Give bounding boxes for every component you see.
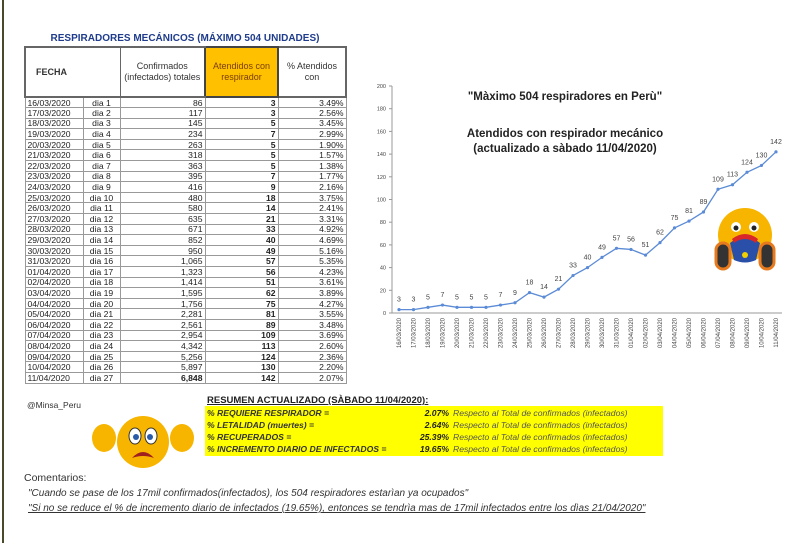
percent-cell: 1.77%	[278, 171, 346, 182]
data-label: 14	[540, 284, 548, 292]
ventilated-cell: 9	[205, 182, 278, 193]
x-tick-label: 08/04/2020	[730, 318, 737, 349]
y-tick-label: 0	[382, 311, 386, 317]
x-tick-label: 27/03/2020	[556, 318, 563, 349]
x-tick-label: 09/04/2020	[745, 318, 751, 349]
x-tick-label: 29/03/2020	[585, 318, 592, 349]
summary-value: 19.65%	[419, 444, 449, 454]
date-cell: 25/03/2020	[25, 192, 83, 203]
data-point	[499, 303, 502, 306]
percent-cell: 3.55%	[278, 309, 346, 320]
summary-note: Respecto al Total de confirmados (infectados)	[453, 408, 628, 418]
percent-cell: 4.23%	[278, 267, 346, 278]
data-point	[644, 254, 647, 257]
confirmed-cell: 950	[120, 245, 205, 256]
percent-cell: 4.92%	[278, 224, 346, 235]
day-cell: dia 17	[83, 267, 120, 278]
day-cell: dia 10	[83, 192, 120, 203]
data-point	[716, 188, 719, 191]
day-cell: dia 1	[83, 97, 120, 108]
x-tick-label: 20/03/2020	[455, 318, 461, 349]
y-tick-label: 120	[376, 174, 386, 181]
ventilated-cell: 18	[205, 192, 278, 203]
date-cell: 28/03/2020	[25, 224, 83, 235]
data-point	[745, 171, 748, 174]
summary-row	[207, 419, 661, 431]
data-label: 130	[755, 152, 768, 160]
date-cell: 09/04/2020	[25, 351, 83, 362]
data-point	[731, 183, 734, 186]
day-cell: dia 18	[83, 277, 120, 288]
confirmed-cell: 1,756	[120, 298, 205, 309]
x-tick-label: 30/03/2020	[600, 318, 606, 349]
header-confirmados: Confirmados (infectados) totales	[120, 47, 205, 97]
date-cell: 10/04/2020	[25, 362, 83, 373]
confirmed-cell: 318	[120, 150, 205, 161]
day-cell: dia 14	[83, 235, 120, 246]
confirmed-cell: 1,414	[120, 277, 205, 288]
data-label: 3	[397, 296, 401, 304]
percent-cell: 2.41%	[278, 203, 346, 214]
day-cell: dia 26	[83, 362, 120, 373]
x-tick-label: 04/04/2020	[672, 318, 679, 349]
table-row	[25, 161, 346, 172]
data-point	[412, 308, 415, 311]
date-cell: 19/03/2020	[25, 129, 83, 140]
data-point	[687, 219, 690, 222]
date-cell: 23/03/2020	[25, 171, 83, 182]
table-row	[25, 362, 346, 373]
data-label: 7	[498, 292, 503, 300]
summary-value: 2.07%	[424, 408, 449, 418]
date-cell: 17/03/2020	[25, 108, 83, 119]
data-point	[658, 241, 661, 244]
day-cell: dia 6	[83, 150, 120, 161]
data-point	[673, 226, 676, 229]
table-row	[25, 118, 346, 129]
table-row	[25, 288, 346, 299]
date-cell: 24/03/2020	[25, 182, 83, 193]
percent-cell: 2.20%	[278, 362, 346, 373]
header-atendidos: Atendidos con respirador	[205, 47, 278, 97]
ventilated-cell: 81	[205, 309, 278, 320]
data-label: 142	[770, 138, 782, 146]
day-cell: dia 22	[83, 319, 120, 330]
ventilated-cell: 5	[205, 139, 278, 150]
confirmed-cell: 480	[120, 192, 205, 203]
table-row	[25, 97, 346, 108]
data-label: 21	[554, 276, 563, 284]
day-cell: dia 5	[83, 139, 120, 150]
ventilated-cell: 89	[205, 319, 278, 330]
data-label: 113	[726, 171, 739, 179]
ventilated-cell: 5	[205, 150, 278, 161]
data-label: 75	[670, 214, 679, 222]
summary-row	[207, 431, 661, 443]
data-point	[615, 247, 618, 250]
percent-cell: 3.48%	[278, 319, 346, 330]
y-tick-label: 140	[376, 152, 386, 159]
data-point	[760, 164, 763, 167]
x-tick-label: 10/04/2020	[759, 318, 766, 349]
data-point	[528, 291, 531, 294]
x-tick-label: 31/03/2020	[614, 318, 621, 349]
day-cell: dia 16	[83, 256, 120, 267]
date-cell: 08/04/2020	[25, 341, 83, 352]
ventilated-cell: 7	[205, 171, 278, 182]
data-point	[702, 210, 705, 213]
confirmed-cell: 4,342	[120, 341, 205, 352]
date-cell: 26/03/2020	[25, 203, 83, 214]
ventilated-cell: 21	[205, 214, 278, 225]
day-cell: dia 19	[83, 288, 120, 299]
x-tick-label: 03/04/2020	[658, 318, 664, 349]
data-label: 9	[513, 289, 517, 297]
data-label: 40	[583, 254, 592, 262]
gas-mask-emoji-icon	[712, 205, 778, 275]
data-point	[455, 306, 458, 309]
table-row	[25, 277, 346, 288]
ventilated-cell: 5	[205, 118, 278, 129]
day-cell: dia 21	[83, 309, 120, 320]
summary-label: % RECUPERADOS =	[207, 432, 292, 442]
ventilated-cell: 57	[205, 256, 278, 267]
confirmed-cell: 363	[120, 161, 205, 172]
confirmed-cell: 5,897	[120, 362, 205, 373]
y-tick-label: 20	[379, 288, 386, 295]
table-row	[25, 108, 346, 119]
percent-cell: 3.69%	[278, 330, 346, 341]
x-tick-label: 19/03/2020	[440, 318, 447, 349]
data-label: 3	[411, 296, 416, 304]
table-row	[25, 150, 346, 161]
ventilated-cell: 3	[205, 108, 278, 119]
date-cell: 06/04/2020	[25, 319, 83, 330]
data-label: 18	[525, 279, 534, 287]
summary-value: 2.64%	[424, 420, 449, 430]
respirators-table	[24, 46, 347, 384]
table-row	[25, 298, 346, 309]
day-cell: dia 20	[83, 298, 120, 309]
date-cell: 30/03/2020	[25, 245, 83, 256]
confirmed-cell: 117	[120, 108, 205, 119]
x-tick-label: 17/03/2020	[411, 318, 418, 349]
data-label: 5	[469, 294, 474, 302]
ventilated-cell: 56	[205, 267, 278, 278]
confirmed-cell: 1,323	[120, 267, 205, 278]
date-cell: 11/04/2020	[25, 372, 83, 383]
comment-2: "Si no se reduce el % de incremento diario de infectados (19.65%), entonces se tendrìa mas de 17mil infectados entre los dìas 21/04/2020"	[28, 503, 646, 514]
summary-note: Respecto al Total de confirmados (infectados)	[453, 444, 628, 454]
data-label: 124	[741, 159, 753, 167]
percent-cell: 2.16%	[278, 182, 346, 193]
ventilated-cell: 62	[205, 288, 278, 299]
percent-cell: 5.35%	[278, 256, 346, 267]
date-cell: 04/04/2020	[25, 298, 83, 309]
source-handle: @Minsa_Peru	[27, 400, 81, 410]
ventilated-cell: 49	[205, 245, 278, 256]
confirmed-cell: 86	[120, 97, 205, 108]
day-cell: dia 15	[83, 245, 120, 256]
data-point	[441, 303, 444, 306]
header-fecha: FECHA	[25, 47, 120, 97]
table-row	[25, 129, 346, 140]
left-border	[2, 0, 4, 543]
data-label: 7	[440, 292, 445, 300]
percent-cell: 2.99%	[278, 129, 346, 140]
confirmed-cell: 5,256	[120, 351, 205, 362]
data-label: 5	[455, 294, 459, 302]
x-tick-label: 18/03/2020	[426, 318, 432, 349]
percent-cell: 4.69%	[278, 235, 346, 246]
x-tick-label: 21/03/2020	[469, 318, 476, 349]
data-label: 5	[426, 294, 430, 302]
chart-title: "Màximo 504 respiradores en Perù"	[467, 91, 663, 103]
ventilated-cell: 130	[205, 362, 278, 373]
data-point	[571, 274, 574, 277]
table-row	[25, 351, 346, 362]
data-point	[470, 306, 473, 309]
day-cell: dia 2	[83, 108, 120, 119]
day-cell: dia 25	[83, 351, 120, 362]
confirmed-cell: 395	[120, 171, 205, 182]
x-tick-label: 07/04/2020	[716, 318, 722, 349]
x-tick-label: 02/04/2020	[643, 318, 650, 349]
chart-subtitle-date: (actualizado a sàbado 11/04/2020)	[473, 143, 657, 155]
data-label: 62	[656, 229, 664, 237]
table-row	[25, 319, 346, 330]
data-label: 81	[685, 208, 693, 216]
percent-cell: 3.75%	[278, 192, 346, 203]
data-point	[586, 266, 589, 269]
summary-note: Respecto al Total de confirmados (infectados)	[453, 420, 628, 430]
ventilated-cell: 7	[205, 129, 278, 140]
confirmed-cell: 2,281	[120, 309, 205, 320]
confirmed-cell: 635	[120, 214, 205, 225]
y-tick-label: 180	[376, 106, 386, 113]
percent-cell: 2.07%	[278, 372, 346, 383]
percent-cell: 1.57%	[278, 150, 346, 161]
table-row	[25, 224, 346, 235]
data-label: 57	[612, 235, 621, 243]
ventilated-cell: 5	[205, 161, 278, 172]
day-cell: dia 12	[83, 214, 120, 225]
date-cell: 03/04/2020	[25, 288, 83, 299]
header-pct: % Atendidos con	[278, 47, 346, 97]
x-tick-label: 25/03/2020	[527, 318, 534, 349]
confirmed-cell: 852	[120, 235, 205, 246]
confirmed-cell: 6,848	[120, 372, 205, 383]
data-point	[629, 248, 632, 251]
y-tick-label: 60	[379, 242, 386, 249]
table-row	[25, 182, 346, 193]
table-row	[25, 330, 346, 341]
confirmed-cell: 234	[120, 129, 205, 140]
date-cell: 18/03/2020	[25, 118, 83, 129]
confirmed-cell: 1,065	[120, 256, 205, 267]
data-point	[557, 288, 560, 291]
percent-cell: 3.49%	[278, 97, 346, 108]
day-cell: dia 23	[83, 330, 120, 341]
table-row	[25, 245, 346, 256]
confirmed-cell: 263	[120, 139, 205, 150]
x-tick-label: 28/03/2020	[571, 318, 577, 349]
table-row	[25, 171, 346, 182]
confirmed-cell: 416	[120, 182, 205, 193]
percent-cell: 3.45%	[278, 118, 346, 129]
day-cell: dia 3	[83, 118, 120, 129]
data-label: 51	[641, 242, 650, 250]
table-row	[25, 203, 346, 214]
date-cell: 31/03/2020	[25, 256, 83, 267]
comments-title: Comentarios:	[24, 472, 87, 484]
confirmed-cell: 2,561	[120, 319, 205, 330]
summary-value: 25.39%	[419, 432, 449, 442]
comment-1: "Cuando se pase de los 17mil confirmados(infectados), los 504 respiradores estarìan ya ocupados"	[28, 488, 469, 499]
data-point	[484, 306, 487, 309]
data-point	[513, 301, 516, 304]
confirmed-cell: 145	[120, 118, 205, 129]
table-title: RESPIRADORES MECÁNICOS (MÁXIMO 504 UNIDADES)	[50, 33, 320, 44]
x-tick-label: 24/03/2020	[513, 318, 519, 349]
percent-cell: 2.56%	[278, 108, 346, 119]
day-cell: dia 7	[83, 161, 120, 172]
percent-cell: 5.16%	[278, 245, 346, 256]
x-tick-label: 16/03/2020	[397, 318, 403, 349]
x-tick-label: 23/03/2020	[498, 318, 505, 349]
date-cell: 27/03/2020	[25, 214, 83, 225]
ventilated-cell: 3	[205, 97, 278, 108]
x-tick-label: 05/04/2020	[687, 318, 693, 349]
table-row	[25, 309, 346, 320]
percent-cell: 2.36%	[278, 351, 346, 362]
table-row	[25, 267, 346, 278]
day-cell: dia 24	[83, 341, 120, 352]
x-tick-label: 22/03/2020	[484, 318, 490, 349]
data-point	[774, 150, 777, 153]
date-cell: 01/04/2020	[25, 267, 83, 278]
day-cell: dia 27	[83, 372, 120, 383]
ventilated-cell: 142	[205, 372, 278, 383]
day-cell: dia 13	[83, 224, 120, 235]
data-label: 5	[484, 294, 488, 302]
y-tick-label: 200	[376, 84, 386, 90]
data-label: 89	[699, 198, 708, 206]
date-cell: 02/04/2020	[25, 277, 83, 288]
data-label: 109	[712, 176, 724, 184]
date-cell: 21/03/2020	[25, 150, 83, 161]
y-tick-label: 100	[376, 197, 386, 204]
date-cell: 20/03/2020	[25, 139, 83, 150]
date-cell: 16/03/2020	[25, 97, 83, 108]
summary-row	[207, 443, 661, 455]
chart-subtitle: Atendidos con respirador mecánico	[466, 128, 664, 140]
x-tick-label: 01/04/2020	[629, 318, 635, 349]
percent-cell: 3.89%	[278, 288, 346, 299]
x-tick-label: 11/04/2020	[774, 318, 780, 348]
percent-cell: 2.60%	[278, 341, 346, 352]
day-cell: dia 8	[83, 171, 120, 182]
table-row	[25, 192, 346, 203]
percent-cell: 4.27%	[278, 298, 346, 309]
x-tick-label: 26/03/2020	[542, 318, 548, 349]
scared-emoji-icon	[88, 410, 198, 472]
summary-label: % LETALIDAD (muertes) =	[207, 420, 315, 430]
data-point	[426, 306, 429, 309]
y-tick-label: 160	[376, 129, 386, 136]
ventilated-cell: 109	[205, 330, 278, 341]
y-tick-label: 80	[379, 220, 386, 227]
data-label: 49	[598, 244, 606, 252]
day-cell: dia 11	[83, 203, 120, 214]
table-row	[25, 139, 346, 150]
day-cell: dia 4	[83, 129, 120, 140]
ventilated-cell: 124	[205, 351, 278, 362]
summary-box	[205, 406, 663, 456]
confirmed-cell: 671	[120, 224, 205, 235]
table-row	[25, 341, 346, 352]
ventilated-cell: 14	[205, 203, 278, 214]
summary-label: % REQUIERE RESPIRADOR =	[207, 408, 330, 418]
percent-cell: 3.61%	[278, 277, 346, 288]
table-row	[25, 214, 346, 225]
summary-note: Respecto al Total de confirmados (infectados)	[453, 432, 628, 442]
ventilated-cell: 40	[205, 235, 278, 246]
percent-cell: 3.31%	[278, 214, 346, 225]
data-point	[397, 308, 400, 311]
ventilated-cell: 33	[205, 224, 278, 235]
table-row	[25, 235, 346, 246]
x-tick-label: 06/04/2020	[701, 318, 708, 349]
data-point	[542, 296, 545, 299]
confirmed-cell: 1,595	[120, 288, 205, 299]
percent-cell: 1.90%	[278, 139, 346, 150]
summary-label: % INCREMENTO DIARIO DE INFECTADOS =	[207, 444, 387, 454]
date-cell: 05/04/2020	[25, 309, 83, 320]
date-cell: 07/04/2020	[25, 330, 83, 341]
summary-row	[207, 407, 661, 419]
y-tick-label: 40	[379, 265, 386, 272]
ventilated-cell: 113	[205, 341, 278, 352]
confirmed-cell: 580	[120, 203, 205, 214]
table-row	[25, 256, 346, 267]
data-label: 33	[569, 262, 577, 270]
percent-cell: 1.38%	[278, 161, 346, 172]
table-row	[25, 372, 346, 383]
day-cell: dia 9	[83, 182, 120, 193]
summary-title: RESUMEN ACTUALIZADO (SÀBADO 11/04/2020):	[207, 395, 429, 406]
date-cell: 29/03/2020	[25, 235, 83, 246]
data-point	[600, 256, 603, 259]
confirmed-cell: 2,954	[120, 330, 205, 341]
date-cell: 22/03/2020	[25, 161, 83, 172]
ventilated-cell: 51	[205, 277, 278, 288]
ventilated-cell: 75	[205, 298, 278, 309]
data-label: 56	[627, 236, 635, 244]
